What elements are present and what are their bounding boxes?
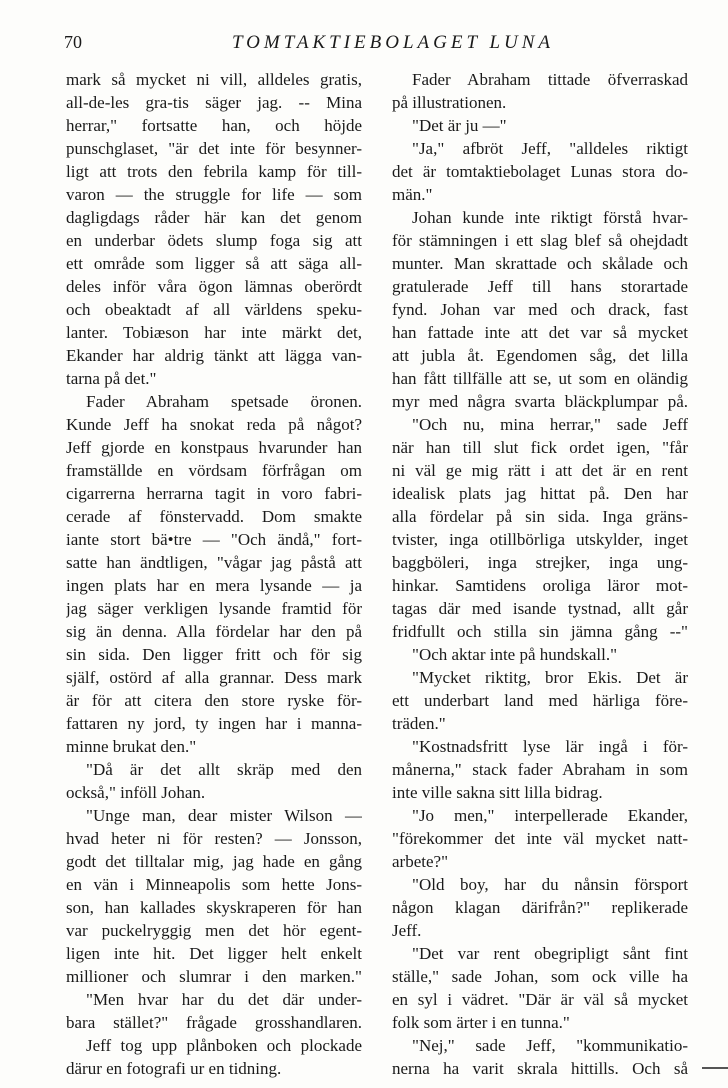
- text-line: tarna på det.": [66, 369, 157, 388]
- text-line: att jubla åt. Egendomen såg, det lilla: [392, 346, 688, 365]
- page-number: 70: [64, 32, 82, 52]
- text-line: ligt att trots den febrila kamp för till-: [66, 162, 362, 181]
- text-line: "Unge man, dear mister Wilson —: [86, 806, 362, 825]
- text-line: ingen plats har en mera lysande — ja: [66, 576, 362, 595]
- text-line: "Och aktar inte på hundskall.": [412, 645, 618, 664]
- text-line: "Mycket riktitg, bror Ekis. Det är: [412, 668, 688, 687]
- text-line: Ekander har aldrig tänkt att lägga van-: [66, 346, 362, 365]
- text-line: Jeff.: [392, 921, 422, 940]
- text-line: hinkar. Samtidens oroliga läror mot-: [392, 576, 688, 595]
- text-line: satte han ändtligen, "vågar jag påstå att: [66, 553, 362, 572]
- text-line: när han till slut fick ordet igen, "får: [392, 438, 688, 457]
- text-line: ställe," sade Johan, som ock ville ha: [392, 967, 688, 986]
- text-line: därur en fotografi ur en tidning.: [66, 1059, 282, 1078]
- text-line: alla fördelar på sin sida. Inga gräns-: [392, 507, 688, 526]
- text-line: minne brukat den.": [66, 737, 197, 756]
- text-line: idealisk plats jag hittat på. Den har: [392, 484, 688, 503]
- text-line: "Ja," afbröt Jeff, "alldeles riktigt: [412, 139, 688, 158]
- text-line: punschglaset, "är det inte för besynner-: [66, 139, 362, 158]
- text-line: han fattade inte att det var så mycket: [392, 323, 688, 342]
- text-line: det är tomtaktiebolaget Lunas stora do-: [392, 162, 688, 181]
- text-line: ett område som ligger så att säga all-: [66, 254, 362, 273]
- text-line: gratulerade Jeff till hans storartade: [392, 277, 688, 296]
- text-line: framställde en vördsam förfrågan om: [66, 461, 362, 480]
- text-line: fynd. Johan var med och drack, fast: [392, 300, 688, 319]
- text-line: träden.": [392, 714, 446, 733]
- text-line: och obeaktadt af all världens speku-: [66, 300, 362, 319]
- text-line: baggböleri, inga strejker, inga ung-: [392, 553, 688, 572]
- text-line: tvister, inga otillbörliga utskylder, inget: [392, 530, 688, 549]
- text-line: "Old boy, har du nånsin försport: [412, 875, 688, 894]
- text-line: fattaren ny jord, ty ingen har i manna-: [66, 714, 362, 733]
- text-line: iante stort bä•tre — "Och ändå," fort-: [66, 530, 362, 549]
- text-line: en vän i Minneapolis som hette Jons-: [66, 875, 362, 894]
- text-line: Kunde Jeff ha snokat reda på något?: [66, 415, 362, 434]
- text-line: folk som ärter i en tunna.": [392, 1013, 570, 1032]
- text-line: myr med några svarta bläckplumpar på.: [392, 392, 688, 411]
- text-line: varon — the struggle for life — som: [66, 185, 362, 204]
- text-line: arbete?": [392, 852, 449, 871]
- text-line: var puckelryggig men det hör egent-: [66, 921, 362, 940]
- right-text-column: [392, 68, 688, 1080]
- text-line: godt det tilltalar mig, jag hade en gång: [66, 852, 362, 871]
- text-line: ett underbart land med härliga före-: [392, 691, 688, 710]
- text-line: millioner och slumrar i den marken.": [66, 967, 362, 986]
- text-line: han fått tillfälle att se, ut som en oländig: [392, 369, 688, 388]
- text-line: "Och nu, mina herrar," sade Jeff: [412, 415, 688, 434]
- text-line: någon klagan därifrån?" replikerade: [392, 898, 688, 917]
- text-line: inte ville sakna sitt lilla bidrag.: [392, 783, 603, 802]
- text-line: munter. Man skrattade och skålade och: [392, 254, 688, 273]
- text-line: "Nej," sade Jeff, "kommunikatio-: [412, 1036, 688, 1055]
- text-line: "Då är det allt skräp med den: [86, 760, 362, 779]
- text-line: dagligdags råder här kan det genom: [66, 208, 362, 227]
- page-header: [64, 32, 692, 58]
- text-line: på illustrationen.: [392, 93, 507, 112]
- text-line: för stämningen i ett slag blef så ohejdadt: [392, 231, 688, 250]
- text-line: "Det är ju —": [412, 116, 507, 135]
- text-line: "Kostnadsfritt lyse lär ingå i för-: [412, 737, 688, 756]
- text-line: Fader Abraham spetsade öronen.: [86, 392, 362, 411]
- text-line: en syl i vädret. "Där är väl så mycket: [392, 990, 688, 1009]
- left-text-column: [66, 68, 362, 1080]
- text-line: månerna," stack fader Abraham in som: [392, 760, 688, 779]
- text-line: sin sida. Den ligger fritt och för sig: [66, 645, 362, 664]
- text-line: nerna ha varit skrala hittills. Och så: [392, 1059, 688, 1078]
- text-line: cigarrerna herrarna tagit in voro fabri-: [66, 484, 362, 503]
- text-line: sig än denna. Alla fördelar har den på: [66, 622, 362, 641]
- text-line: ligen inte hit. Det ligger helt enkelt: [66, 944, 362, 963]
- text-line: son, han kallades skyskraperen för han: [66, 898, 362, 917]
- text-line: en underbar ödets slump foga sig att: [66, 231, 362, 250]
- text-line: fridfullt och stilla sin jämna gång --": [392, 622, 688, 641]
- text-line: också," inföll Johan.: [66, 783, 206, 802]
- text-line: Jeff gjorde en konstpaus hvarunder han: [66, 438, 362, 457]
- text-line: "Jo men," interpellerade Ekander,: [412, 806, 688, 825]
- text-line: Jeff tog upp plånboken och plockade: [86, 1036, 362, 1055]
- text-line: själf, ostörd af alla grannar. Dess mark: [66, 668, 362, 687]
- text-line: ni väl ge mig rätt i att det är en rent: [392, 461, 688, 480]
- text-line: cerade af fönstervadd. Dom smakte: [66, 507, 362, 526]
- text-line: mark så mycket ni vill, alldeles gratis,: [66, 70, 362, 89]
- text-line: bara stället?" frågade grosshandlaren.: [66, 1013, 362, 1032]
- text-line: "Det var rent obegripligt sånt fint: [412, 944, 688, 963]
- text-line: jag säger verkligen lysande framtid för: [66, 599, 362, 618]
- text-line: lanter. Tobiæson har inte märkt det,: [66, 323, 362, 342]
- running-title: TOMTAKTIEBOLAGET LUNA: [231, 32, 555, 53]
- text-line: Johan kunde inte riktigt förstå hvar-: [412, 208, 688, 227]
- page-edge-mark: [702, 1067, 728, 1069]
- text-line: Fader Abraham tittade öfverraskad: [412, 70, 688, 89]
- text-line: herrar," fortsatte han, och höjde: [66, 116, 362, 135]
- text-line: män.": [392, 185, 433, 204]
- text-line: deles inför våra ögon lämnas oberördt: [66, 277, 362, 296]
- text-line: "förekommer det inte väl mycket natt-: [392, 829, 688, 848]
- text-line: tagas där med isande tystnad, allt går: [392, 599, 688, 618]
- text-line: "Men hvar har du det där under-: [86, 990, 362, 1009]
- text-line: all-de-les gra-tis säger jag. -- Mina: [66, 93, 362, 112]
- text-line: är för att citera den store ryske för-: [66, 691, 362, 710]
- text-line: hvad heter ni för resten? — Jonsson,: [66, 829, 362, 848]
